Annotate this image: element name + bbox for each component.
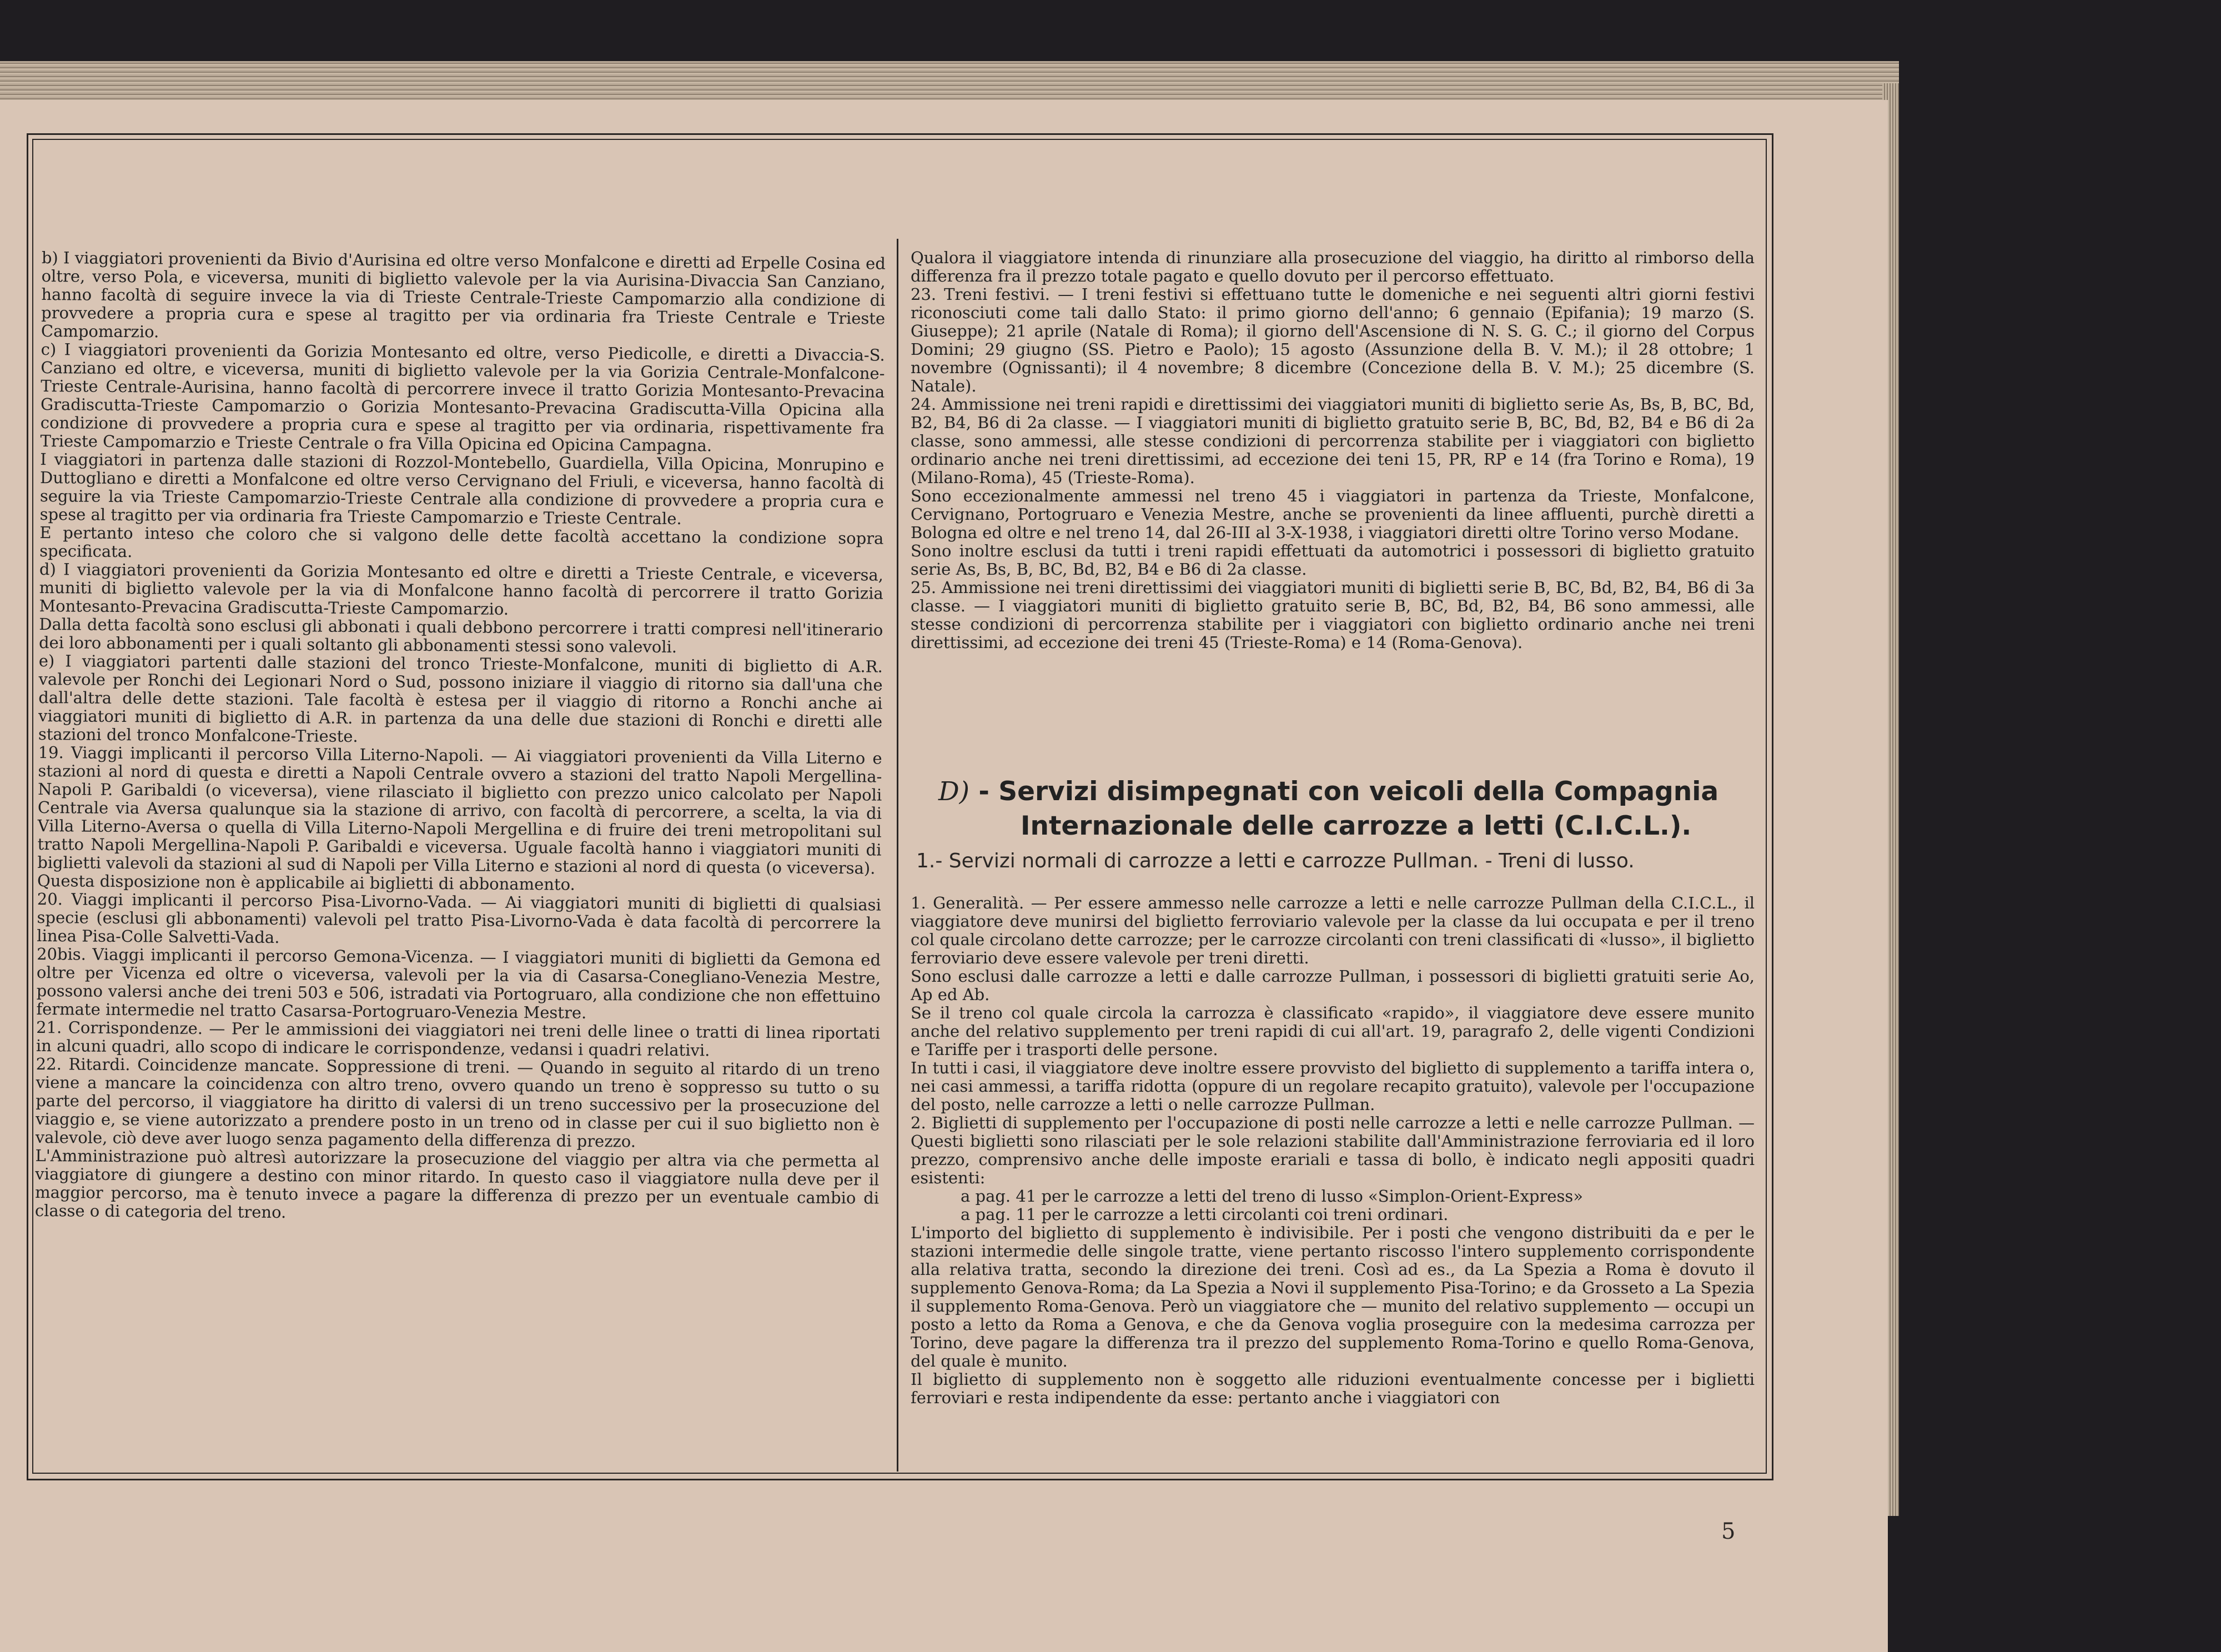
right-column <box>911 249 1755 652</box>
paragraph: Questa disposizione non è applicabile ai biglietti di abbonamento. <box>37 871 575 894</box>
paragraph: b) I viaggiatori provenienti da Bivio d'Aurisina ed oltre verso Monfalcone e diretti ad Erpelle Cosina ed oltre, verso Pola, e viceversa, muniti di biglietto valevole per la via Aurisina-Divaccia San Canziano, hanno facoltà di seguire invece la via di Trieste Centrale-Trieste Campomarzio alla condizione di provvedere a propria cura e spese al tragitto per via ordinaria fra Trieste Centrale e Trieste Campomarzio. <box>41 248 886 342</box>
paragraph: e) I viaggiatori partenti dalle stazioni del tronco Trieste-Monfalcone, muniti di biglietto di A.R. valevole per Ronchi dei Legionari Nord o Sud, possono iniziare il viaggio di ritorno sia dall'una che dall'altra delle dette stazioni. Tale facoltà è estesa per il viaggio di ritorno a Ronchi anche ai viaggiatori muniti di biglietto di A.R. in partenza da una delle due stazioni di Ronchi e diretti alle stazioni del tronco Monfalcone-Trieste. <box>38 651 883 746</box>
paragraph: Sono eccezionalmente ammessi nel treno 45 i viaggiatori in partenza da Trieste, Monfalcone, Cervignano, Portogruaro e Venezia Mestre, anche se provenienti da linee affluenti, purchè diretti a Bologna ed oltre e nel treno 14, dal 26-III al 3-X-1938, i viaggiatori diretti oltre Torino verso Modane. <box>911 486 1755 542</box>
paragraph: Qualora il viaggiatore intenda di rinunziare alla prosecuzione del viaggio, ha diritto al rimborso della differenza fra il prezzo totale pagato e quello dovuto per il percorso effettuato. <box>911 248 1755 285</box>
column-divider <box>897 239 898 1472</box>
paragraph: I viaggiatori in partenza dalle stazioni di Rozzol-Montebello, Guardiella, Villa Opicina, Monrupino e Duttogliano e diretti a Monfalcone ed oltre verso Cervignano del Friuli, e viceversa, hanno facoltà di seguire la via Trieste Campomarzio-Trieste Centrale alla condizione di provvedere a propria cura e spese al tragitto per via ordinaria fra Trieste Campomarzio e Trieste Centrale. <box>39 449 885 529</box>
paragraph: E pertanto inteso che coloro che si valgono delle dette facoltà accettano la condizione sopra specificata. <box>39 523 884 561</box>
paragraph: 21. Corrispondenze. — Per le ammissioni dei viaggiatori nei treni delle linee o tratti di linea riportati in alcuni quadri, allo scopo di indicare le corrispondenze, vedansi i quadri relativi. <box>36 1017 881 1060</box>
paragraph: c) I viaggiatori provenienti da Gorizia Montesanto ed oltre, verso Piedicolle, e diretti a Divaccia-S. Canziano ed oltre, e viceversa, muniti di biglietto valevole per la via Gorizia Centrale-Monfalcone-Trieste Centrale-Aurisina, hanno facoltà di percorrere invece il tratto Gorizia Montesanto-Prevacina Gradiscutta-Trieste Campomarzio o Gorizia Montesanto-Prevacina Gradiscutta-Villa Opicina alla condizione di provvedere a propria cura e spese al tragitto per via ordinaria, rispettivamente fra Trieste Campomarzio e Trieste Centrale o fra Villa Opicina ed Opicina Campagna. <box>40 339 885 455</box>
paragraph: L'Amministrazione può altresì autorizzare la prosecuzione del viaggio per altra via che permetta al viaggiatore di giungere a destino con minor ritardo. In questo caso il viaggiatore nulla deve per il maggior percorso, ma è tenuto invece a pagare la differenza di prezzo per un eventuale cambio di classe o di categoria del treno. <box>34 1146 880 1222</box>
paragraph: Se il treno col quale circola la carrozza è classificato «rapido», il viaggiatore deve essere munito anche del relativo supplemento per treni rapidi di cui all'art. 19, paragrafo 2, delle vigenti Condizioni e Tariffe per i trasporti delle persone. <box>911 1003 1755 1059</box>
paragraph: 19. Viaggi implicanti il percorso Villa Literno-Napoli. — Ai viaggiatori provenienti da Villa Literno e stazioni al nord di questa e diretti a Napoli Centrale ovvero a stazioni del tratto Napoli Mergellina-Napoli P. Garibaldi (o viceversa), viene rilasciato il biglietto con prezzo unico calcolato per Napoli Centrale via Aversa qualunque sia la stazione di arrivo, con facoltà di percorrere, a scelta, la via di Villa Literno-Aversa o quella di Villa Literno-Napoli Mergellina e di fruire dei treni metropolitani sul tratto Napoli Mergellina-Napoli P. Garibaldi e viceversa. Uguale facoltà hanno i viaggiatori muniti di biglietti valevoli da stazioni al sud di Napoli per Villa Literno e stazioni al nord di questa (o viceversa). <box>37 742 882 878</box>
section-heading-line1: - Servizi disimpegnati con veicoli della Compagnia <box>978 776 1719 807</box>
section-subheading: 1.- Servizi normali di carrozze a letti e carrozze Pullman. - Treni di lusso. <box>916 850 1635 872</box>
section-letter: D) <box>938 776 970 807</box>
paragraph: 23. Treni festivi. — I treni festivi si effettuano tutte le domeniche e nei seguenti altri giorni festivi riconosciuti come tali dallo Stato: il primo giorno dell'anno; 6 gennaio (Epifania); 19 marzo (S. Giuseppe); 21 aprile (Natale di Roma); il giorno dell'Ascensione di N. S. G. C.; il giorno del Corpus Domini; 29 giugno (SS. Pietro e Paolo); 15 agosto (Assunzione della B. V. M.); il 28 ottobre; 1 novembre (Ognissanti); il 4 novembre; 8 dicembre (Concezione della B. V. M.); 25 dicembre (S. Natale). <box>911 285 1755 395</box>
paragraph: Il biglietto di supplemento non è soggetto alle riduzioni eventualmente concesse per i biglietti ferroviari e resta indipendente da esse: pertanto anche i viaggiatori con <box>911 1370 1755 1407</box>
book-page-edges <box>0 61 1899 106</box>
paragraph: 22. Ritardi. Coincidenze mancate. Soppressione di treni. — Quando in seguito al ritardo di un treno viene a mancare la coincidenza con altro treno, ovvero quando un treno è soppresso su tutto o su parte del percorso, il viaggiatore ha diritto di valersi di un treno successivo per la prosecuzione del viaggio e, se viene autorizzato a prendere posto in un treno od in classe per cui il suo biglietto non è valevole, ciò deve aver luogo senza pagamento della differenza di prezzo. <box>35 1054 880 1151</box>
section-heading <box>938 775 1755 843</box>
left-column <box>35 249 886 1226</box>
paragraph: Sono inoltre esclusi da tutti i treni rapidi effettuati da automotrici i possessori di biglietto gratuito serie As, Bs, B, BC, Bd, B2, B4 e B6 di 2a classe. <box>911 541 1755 579</box>
paragraph: Dalla detta facoltà sono esclusi gli abbonati i quali debbono percorrere i tratti compresi nell'itinerario dei loro abbonamenti per i quali soltanto gli abbonamenti stessi sono valevoli. <box>38 614 883 657</box>
paragraph: d) I viaggiatori provenienti da Gorizia Montesanto ed oltre e diretti a Trieste Centrale, e viceversa, muniti di biglietto valevole per la via di Monfalcone hanno facoltà di percorrere il tratto Gorizia Montesanto-Prevacina Gradiscutta-Trieste Campomarzio. <box>39 559 884 619</box>
paragraph: a pag. 11 per le carrozze a letti circolanti coi treni ordinari. <box>961 1205 1449 1224</box>
section-heading-line2: Internazionale delle carrozze a letti (C.I.C.L.). <box>1021 811 1692 841</box>
paragraph: 25. Ammissione nei treni direttissimi dei viaggiatori muniti di biglietti serie B, BC, Bd, B2, B4, B6 di 3a classe. — I viaggiatori muniti di biglietto gratuito serie B, BC, Bd, B2, B4, B6 sono ammessi, alle stesse condizioni di percorrenza stabilite per i viaggiatori con biglietto ordinario anche nei treni direttissimi, ad eccezione dei treni 45 (Trieste-Roma) e 14 (Roma-Genova). <box>911 578 1755 652</box>
paragraph: 1. Generalità. — Per essere ammesso nelle carrozze a letti e nelle carrozze Pullman della C.I.C.L., il viaggiatore deve munirsi del biglietto ferroviario valevole per la classe da lui occupata e per il treno col quale circolano dette carrozze; per le carrozze circolanti con treni classificati di «lusso», il biglietto ferroviario deve essere valevole per treni diretti. <box>911 893 1755 967</box>
right-lower-column <box>911 894 1755 1407</box>
paragraph: 20bis. Viaggi implicanti il percorso Gemona-Vicenza. — I viaggiatori muniti di biglietti da Gemona ed oltre per Vicenza ed oltre o viceversa, valevoli per la via di Casarsa-Conegliano-Venezia Mestre, possono valersi anche dei treni 503 e 506, istradati via Portogruaro, alla condizione che non effettuino fermate intermedie nel tratto Casarsa-Portogruaro-Venezia Mestre. <box>36 944 881 1022</box>
paragraph: 24. Ammissione nei treni rapidi e direttissimi dei viaggiatori muniti di biglietto serie As, Bs, B, BC, Bd, B2, B4, B6 di 2a classe. — I viaggiatori muniti di biglietto gratuito serie B, BC, Bd, B2, B4 e B6 di 2a classe, sono ammessi, alle stesse condizioni di percorrenza stabilite per i viaggiatori con biglietto ordinario anche nei treni direttissimi, ad eccezione dei teni 15, PR, RP e 14 (fra Torino e Roma), 19 (Milano-Roma), 45 (Trieste-Roma). <box>911 395 1755 487</box>
paragraph: 20. Viaggi implicanti il percorso Pisa-Livorno-Vada. — Ai viaggiatori muniti di biglietti di qualsiasi specie (esclusi gli abbonamenti) valevoli pel tratto Pisa-Livorno-Vada è data facoltà di percorrere la linea Pisa-Colle Salvetti-Vada. <box>37 889 881 947</box>
paragraph: 2. Biglietti di supplemento per l'occupazione di posti nelle carrozze a letti e nelle carrozze Pullman. — Questi biglietti sono rilasciati per le sole relazioni stabilite dall'Amministrazione ferroviaria ed il loro prezzo, comprensivo anche delle imposte erariali e tassa di bollo, è indicato negli appositi quadri esistenti: <box>911 1113 1755 1187</box>
paragraph: In tutti i casi, il viaggiatore deve inoltre essere provvisto del biglietto di supplemento a tariffa intera o, nei casi ammessi, a tariffa ridotta (oppure di un regolare recapito gratuito), valevole per l'occupazione del posto, nelle carrozze a letti o nelle carrozze Pullman. <box>911 1058 1755 1114</box>
paragraph: a pag. 41 per le carrozze a letti del treno di lusso «Simplon-Orient-Express» <box>961 1187 1584 1206</box>
paragraph: L'importo del biglietto di supplemento è indivisibile. Per i posti che vengono distribuiti da e per le stazioni intermedie delle singole tratte, viene pertanto riscosso l'intero supplemento corrispondente alla relativa tratta, secondo la direzione dei treni. Così ad es., da La Spezia a Roma è dovuto il supplemento Genova-Roma; da La Spezia a Novi il supplemento Pisa-Torino; e da Grosseto a La Spezia il supplemento Roma-Genova. Però un viaggiatore che — munito del relativo supplemento — occupi un posto a letto da Roma a Genova, e che da Genova voglia proseguire con la medesima carrozza per Torino, deve pagare la differenza tra il prezzo del supplemento Roma-Torino e quello Roma-Genova, del quale è munito. <box>911 1223 1755 1370</box>
paragraph: Sono esclusi dalle carrozze a letti e dalle carrozze Pullman, i possessori di biglietti gratuiti serie Ao, Ap ed Ab. <box>911 967 1755 1004</box>
page-number: 5 <box>1721 1519 1736 1544</box>
